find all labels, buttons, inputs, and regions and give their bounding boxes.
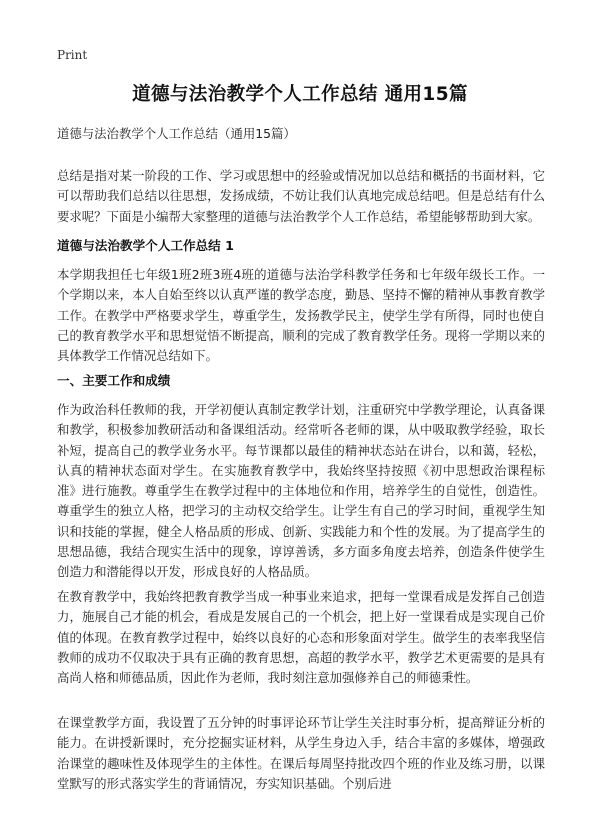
section-heading-1: 道德与法治教学个人工作总结 1 <box>57 238 234 253</box>
work-paragraph-2: 在教育教学中，我始终把教育教学当成一种事业来追求，把每一堂课看成是发挥自己创造力，施展自己才能的机会，看成是发展自己的一个机会，把上好一堂课看成是实现自己价值的体现。在教育教学过程中，始终以良好的心态和形象面对学生。做学生的表率我坚信教师的成功不仅取决于具有正确的教育思想，高超的教学水平，教学艺术更需要的是具有高尚人格和师德品质，因此作为老师，我时刻注意加强修养自己的师德秉性。 <box>57 589 545 686</box>
print-link[interactable]: Print <box>57 48 88 62</box>
work-paragraph-1: 作为政治科任教师的我，开学初便认真制定教学计划，注重研究中学教学理论，认真备课和教学，积极参加教研活动和备课组活动。经常听各老师的课，从中吸取教学经验，取长补短，提高自己的教学业务水平。每节课都以最佳的精神状态站在讲台，以和蔼，轻松，认真的精神状态面对学生。在实施教育教学中，我始终坚持按照《初中思想政治课程标准》进行施教。尊重学生在教学过程中的主体地位和作用，培养学生的自觉性，创造性。尊重学生的独立人格，把学习的主动权交给学生。让学生有自己的学习时间，重视学生知识和技能的掌握，健全人格品质的形成、创新、实践能力和个性的发展。为了提高学生的思想品德，我结合现实生活中的现象，谆谆善诱，多方面多角度去培养，创造条件使学生创造力和潜能得以开发，形成良好的人格品质。 <box>57 402 545 580</box>
section1-paragraph: 本学期我担任七年级1班2班3班4班的道德与法治学科教学任务和七年级年级长工作。一个学期以来，本人自始至终以认真严谨的教学态度，勤恳、坚持不懈的精神从事教育教学工作。在教学中严格要求学生，尊重学生，发扬教学民主，使学生学有所得，同时也使自己的教育教学水平和思想觉悟不断提高，顺利的完成了教育教学任务。现将一学期以来的具体教学工作情况总结如下。 <box>57 267 545 364</box>
work-paragraph-3: 在课堂教学方面，我设置了五分钟的时事评论环节让学生关注时事分析，提高辩证分析的能力。在讲授新课时，充分挖掘实证材料，从学生身边入手，结合丰富的多媒体，增强政治课堂的趣味性及体现学生的主体性。在课后每周坚持批改四个班的作业及练习册，以课堂默写的形式落实学生的背诵情况，夯实知识基础。个别后进 <box>57 715 545 791</box>
section-heading-main-work: 一、主要工作和成绩 <box>57 373 171 388</box>
page-title: 道德与法治教学个人工作总结 通用15篇 <box>132 84 468 105</box>
document-subtitle: 道德与法治教学个人工作总结（通用15篇） <box>57 126 296 141</box>
intro-paragraph: 总结是指对某一阶段的工作、学习或思想中的经验或情况加以总结和概括的书面材料，它可以帮助我们总结以往思想，发扬成绩，不妨让我们认真地完成总结吧。但是总结有什么要求呢？下面是小编帮大家整理的道德与法治教学个人工作总结，希望能够帮助到大家。 <box>57 168 545 224</box>
